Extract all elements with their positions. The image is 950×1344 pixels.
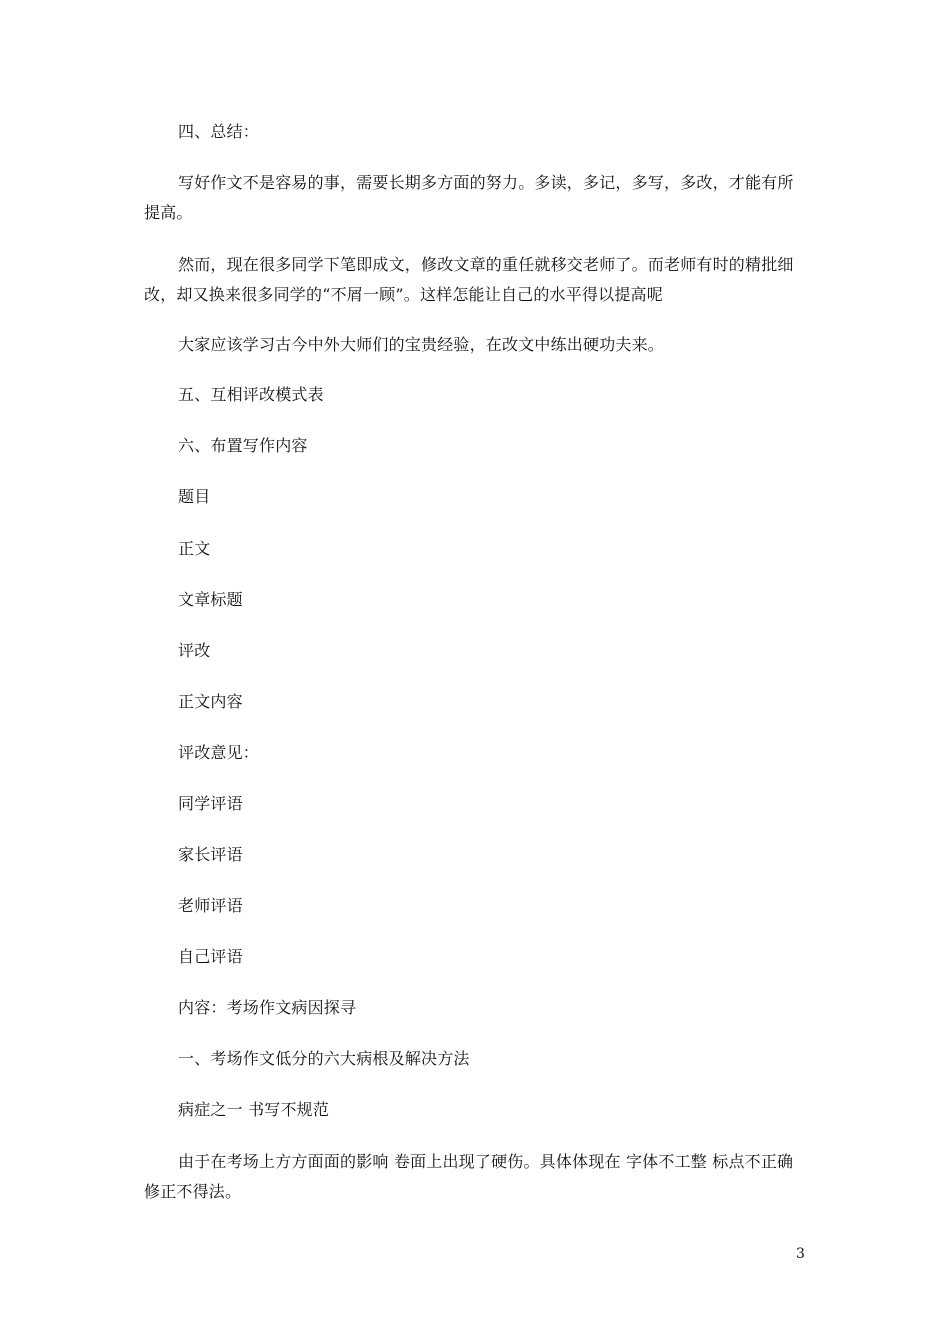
content-heading: 内容：考场作文病因探寻 — [178, 998, 357, 1017]
table-label-review-comments: 评改意见： — [178, 743, 260, 762]
paragraph-summary-3: 大家应该学习古今中外大师们的宝贵经验，在改文中练出硬功夫来。 — [178, 335, 665, 354]
table-label-teacher-comment: 老师评语 — [178, 896, 243, 915]
section-heading-six-causes: 一、考场作文低分的六大病根及解决方法 — [178, 1049, 470, 1068]
section-heading-writing-assignment: 六、布置写作内容 — [178, 436, 308, 455]
table-label-body-content: 正文内容 — [178, 692, 243, 711]
table-label-title: 题目 — [178, 487, 211, 506]
table-label-self-comment: 自己评语 — [178, 947, 243, 966]
table-label-body: 正文 — [178, 539, 211, 558]
paragraph-symptom-one: 由于在考场上方方面面的影响 卷面上出现了硬伤。具体体现在 字体不工整 标点不正确 修正不得法。 — [144, 1152, 794, 1201]
table-label-classmate-comment: 同学评语 — [178, 794, 243, 813]
section-heading-summary: 四、总结： — [178, 122, 260, 141]
table-label-parent-comment: 家长评语 — [178, 845, 243, 864]
subheading-symptom-one: 病症之一 书写不规范 — [178, 1100, 330, 1119]
paragraph-summary-2: 然而，现在很多同学下笔即成文，修改文章的重任就移交老师了。而老师有时的精批细改，却又换来很多同学的“不屑一顾”。这样怎能让自己的水平得以提高呢 — [144, 255, 794, 304]
paragraph-summary-1: 写好作文不是容易的事，需要长期多方面的努力。多读，多记，多写，多改，才能有所提高。 — [144, 173, 794, 222]
table-label-article-title: 文章标题 — [178, 590, 243, 609]
table-label-review: 评改 — [178, 641, 211, 660]
section-heading-peer-review-table: 五、互相评改模式表 — [178, 385, 324, 404]
page-number: 3 — [796, 1246, 805, 1262]
